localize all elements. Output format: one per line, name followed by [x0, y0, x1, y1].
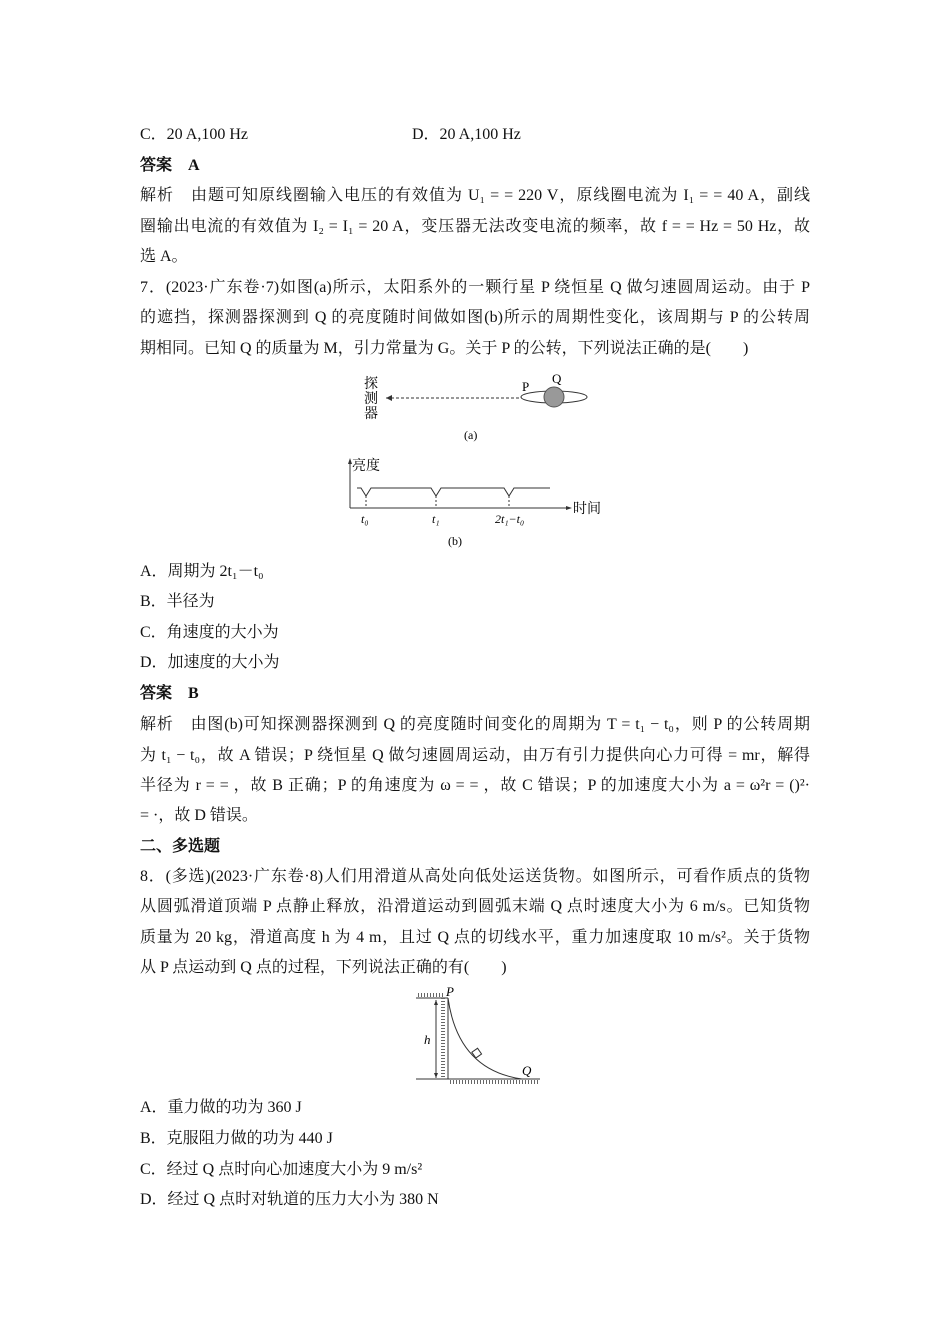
q7-answer: 答案 B	[140, 685, 199, 702]
figure-b-caption: (b)	[448, 534, 462, 548]
point-p-label: P	[446, 984, 454, 999]
q7-analysis-line: 为 t₁ − t₀，故 A 错误；P 绕恒星 Q 做匀速圆周运动，由万有引力提供向心力可得 = mr，解得	[140, 747, 810, 764]
q6-analysis-line: 解析 由题可知原线圈输入电压的有效值为 U₁ = = 220 V，原线圈电流为 I₁ = = 40 A，副线	[140, 187, 810, 204]
q7-option-a: A．周期为 2t₁－t₀	[140, 563, 264, 580]
tick-label: 2t₁−t₀	[495, 512, 525, 526]
q7-analysis-line: 解析 由图(b)可知探测器探测到 Q 的亮度随时间变化的周期为 T = t₁ − t₀，则 P 的公转周期	[140, 716, 810, 733]
section-title: 二、多选题	[140, 838, 221, 855]
q8-option-c: C．经过 Q 点时向心加速度大小为 9 m/s²	[140, 1161, 423, 1178]
q7-stem-line: 期相同。已知 Q 的质量为 M，引力常量为 G。关于 P 的公转，下列说法正确的是( )	[140, 340, 749, 357]
detector-label: 器	[364, 407, 378, 422]
detector-label: 探	[364, 377, 378, 392]
q6-option-c: C．20 A,100 Hz	[140, 126, 249, 143]
q7-option-b: B．半径为	[140, 593, 215, 610]
q7-figure	[330, 360, 620, 560]
q8-option-a: A．重力做的功为 360 J	[140, 1099, 302, 1116]
q6-analysis-line: 圈输出电流的有效值为 I₂ = I₁ = 20 A，变压器无法改变电流的频率，故 f = = Hz = 50 Hz，故	[140, 218, 810, 235]
y-axis-label: 亮度	[352, 459, 380, 474]
x-axis-label: 时间	[573, 502, 601, 517]
figure-a	[364, 371, 587, 442]
q7-analysis-line: = ·，故 D 错误。	[140, 807, 258, 824]
q8-stem-line: 8．(多选)(2023·广东卷·8)人们用滑道从高处向低处运送货物。如图所示，可看作质点的货物	[140, 868, 810, 885]
q8-slide-figure	[400, 980, 560, 1090]
height-label: h	[424, 1032, 431, 1047]
q7-analysis-line: 半径为 r = = ，故 B 正确；P 的角速度为 ω = = ，故 C 错误；P 的加速度大小为 a = ω²r = ()²·	[140, 777, 810, 794]
q7-stem-line: 7．(2023·广东卷·7)如图(a)所示，太阳系外的一颗行星 P 绕恒星 Q 做匀速圆周运动。由于 P	[140, 279, 810, 296]
q6-option-d: D．20 A,100 Hz	[412, 126, 521, 143]
detector-label: 测	[364, 392, 378, 407]
q7-option-c: C．角速度的大小为	[140, 624, 279, 641]
point-q-label: Q	[522, 1063, 532, 1078]
q8-option-b: B．克服阻力做的功为 440 J	[140, 1130, 333, 1147]
q8-stem-line: 从 P 点运动到 Q 点的过程，下列说法正确的有( )	[140, 959, 507, 976]
figure-a-caption: (a)	[464, 428, 478, 442]
star-q-label: Q	[552, 371, 562, 386]
q6-answer: 答案 A	[140, 157, 200, 174]
q8-stem-line: 从圆弧滑道顶端 P 点静止释放，沿滑道运动到圆弧末端 Q 点时速度大小为 6 m/s。已知货物	[140, 898, 810, 915]
q8-option-d: D．经过 Q 点时对轨道的压力大小为 380 N	[140, 1191, 439, 1208]
tick-label: t₀	[361, 512, 369, 526]
q8-stem-line: 质量为 20 kg，滑道高度 h 为 4 m，且过 Q 点的切线水平，重力加速度取 10 m/s²。关于货物	[140, 929, 810, 946]
figure-b	[348, 457, 601, 548]
tick-label: t₁	[432, 512, 440, 526]
q6-analysis-line: 选 A。	[140, 248, 188, 265]
q7-option-d: D．加速度的大小为	[140, 654, 280, 671]
planet-p-label: P	[522, 379, 530, 394]
q7-stem-line: 的遮挡，探测器探测到 Q 的亮度随时间做如图(b)所示的周期性变化，该周期与 P 的公转周	[140, 309, 810, 326]
